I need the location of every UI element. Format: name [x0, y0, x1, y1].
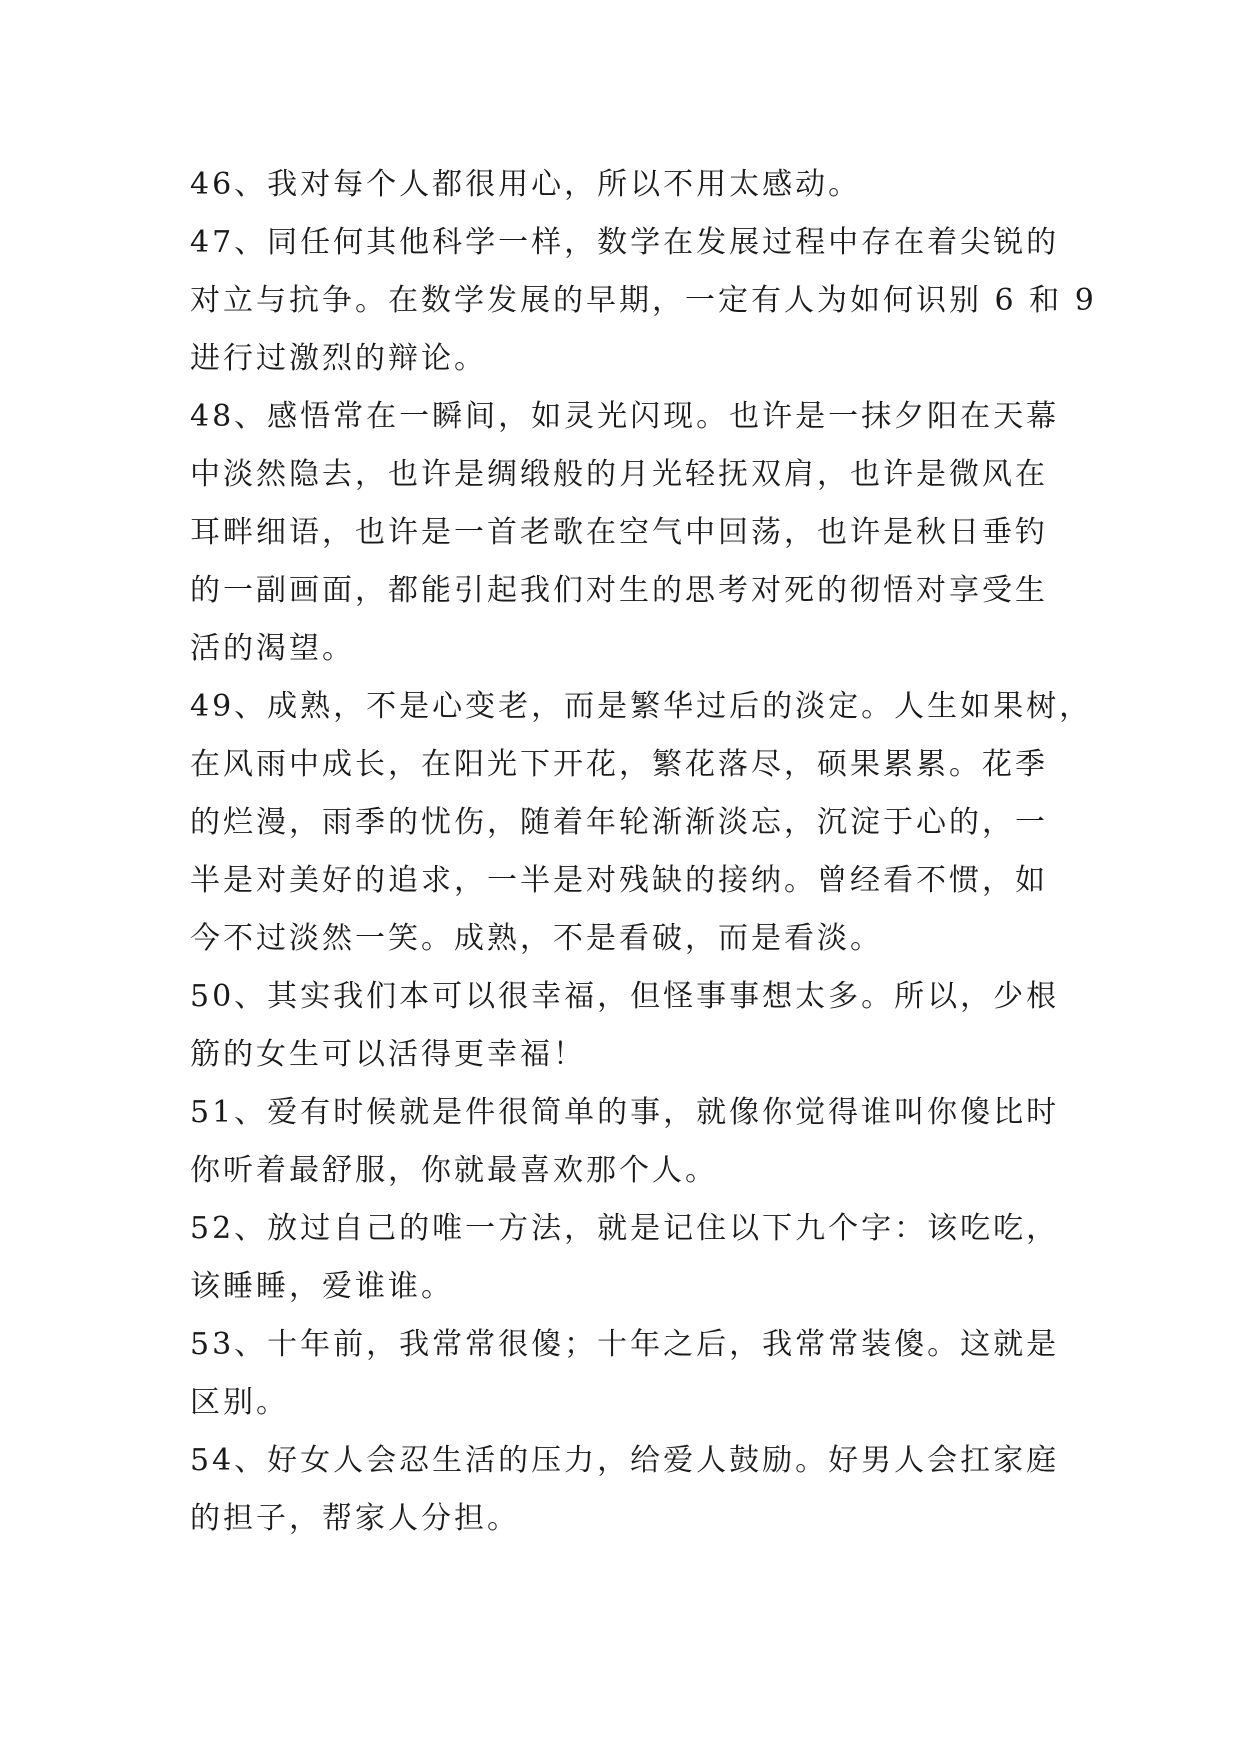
text-line: 半是对美好的追求，一半是对残缺的接纳。曾经看不惯，如 — [190, 863, 1048, 898]
text-line: 的烂漫，雨季的忧伤，随着年轮渐渐淡忘，沉淀于心的，一 — [190, 805, 1048, 840]
text-line: 活的渴望。 — [190, 631, 355, 666]
text-line: 50、其实我们本可以很幸福，但怪事事想太多。所以，少根 — [190, 979, 1060, 1014]
text-line: 53、十年前，我常常很傻；十年之后，我常常装傻。这就是 — [190, 1327, 1060, 1362]
text-line: 48、感悟常在一瞬间，如灵光闪现。也许是一抹夕阳在天幕 — [190, 399, 1060, 434]
text-line: 49、成熟，不是心变老，而是繁华过后的淡定。人生如果树， — [190, 689, 1093, 724]
text-line: 进行过激烈的辩论。 — [190, 341, 487, 376]
text-line: 47、同任何其他科学一样，数学在发展过程中存在着尖锐的 — [190, 225, 1060, 260]
text-line: 54、好女人会忍生活的压力，给爱人鼓励。好男人会扛家庭 — [190, 1443, 1060, 1478]
text-line: 你听着最舒服，你就最喜欢那个人。 — [190, 1153, 718, 1188]
text-line: 的一副画面，都能引起我们对生的思考对死的彻悟对享受生 — [190, 573, 1048, 608]
text-line: 在风雨中成长，在阳光下开花，繁花落尽，硕果累累。花季 — [190, 747, 1048, 782]
text-line: 筋的女生可以活得更幸福！ — [190, 1037, 586, 1072]
text-line: 46、我对每个人都很用心，所以不用太感动。 — [190, 167, 862, 202]
document-body — [190, 156, 1097, 1548]
text-line: 今不过淡然一笑。成熟，不是看破，而是看淡。 — [190, 921, 883, 956]
text-line: 区别。 — [190, 1385, 289, 1420]
text-line: 51、爱有时候就是件很简单的事，就像你觉得谁叫你傻比时 — [190, 1095, 1060, 1130]
text-line: 该睡睡，爱谁谁。 — [190, 1269, 454, 1304]
text-line: 52、放过自己的唯一方法，就是记住以下九个字：该吃吃， — [190, 1211, 1060, 1246]
text-line: 的担子，帮家人分担。 — [190, 1501, 520, 1536]
text-line: 对立与抗争。在数学发展的早期，一定有人为如何识别 6 和 9 — [190, 283, 1097, 318]
text-line: 中淡然隐去，也许是绸缎般的月光轻抚双肩，也许是微风在 — [190, 457, 1048, 492]
text-line: 耳畔细语，也许是一首老歌在空气中回荡，也许是秋日垂钓 — [190, 515, 1048, 550]
